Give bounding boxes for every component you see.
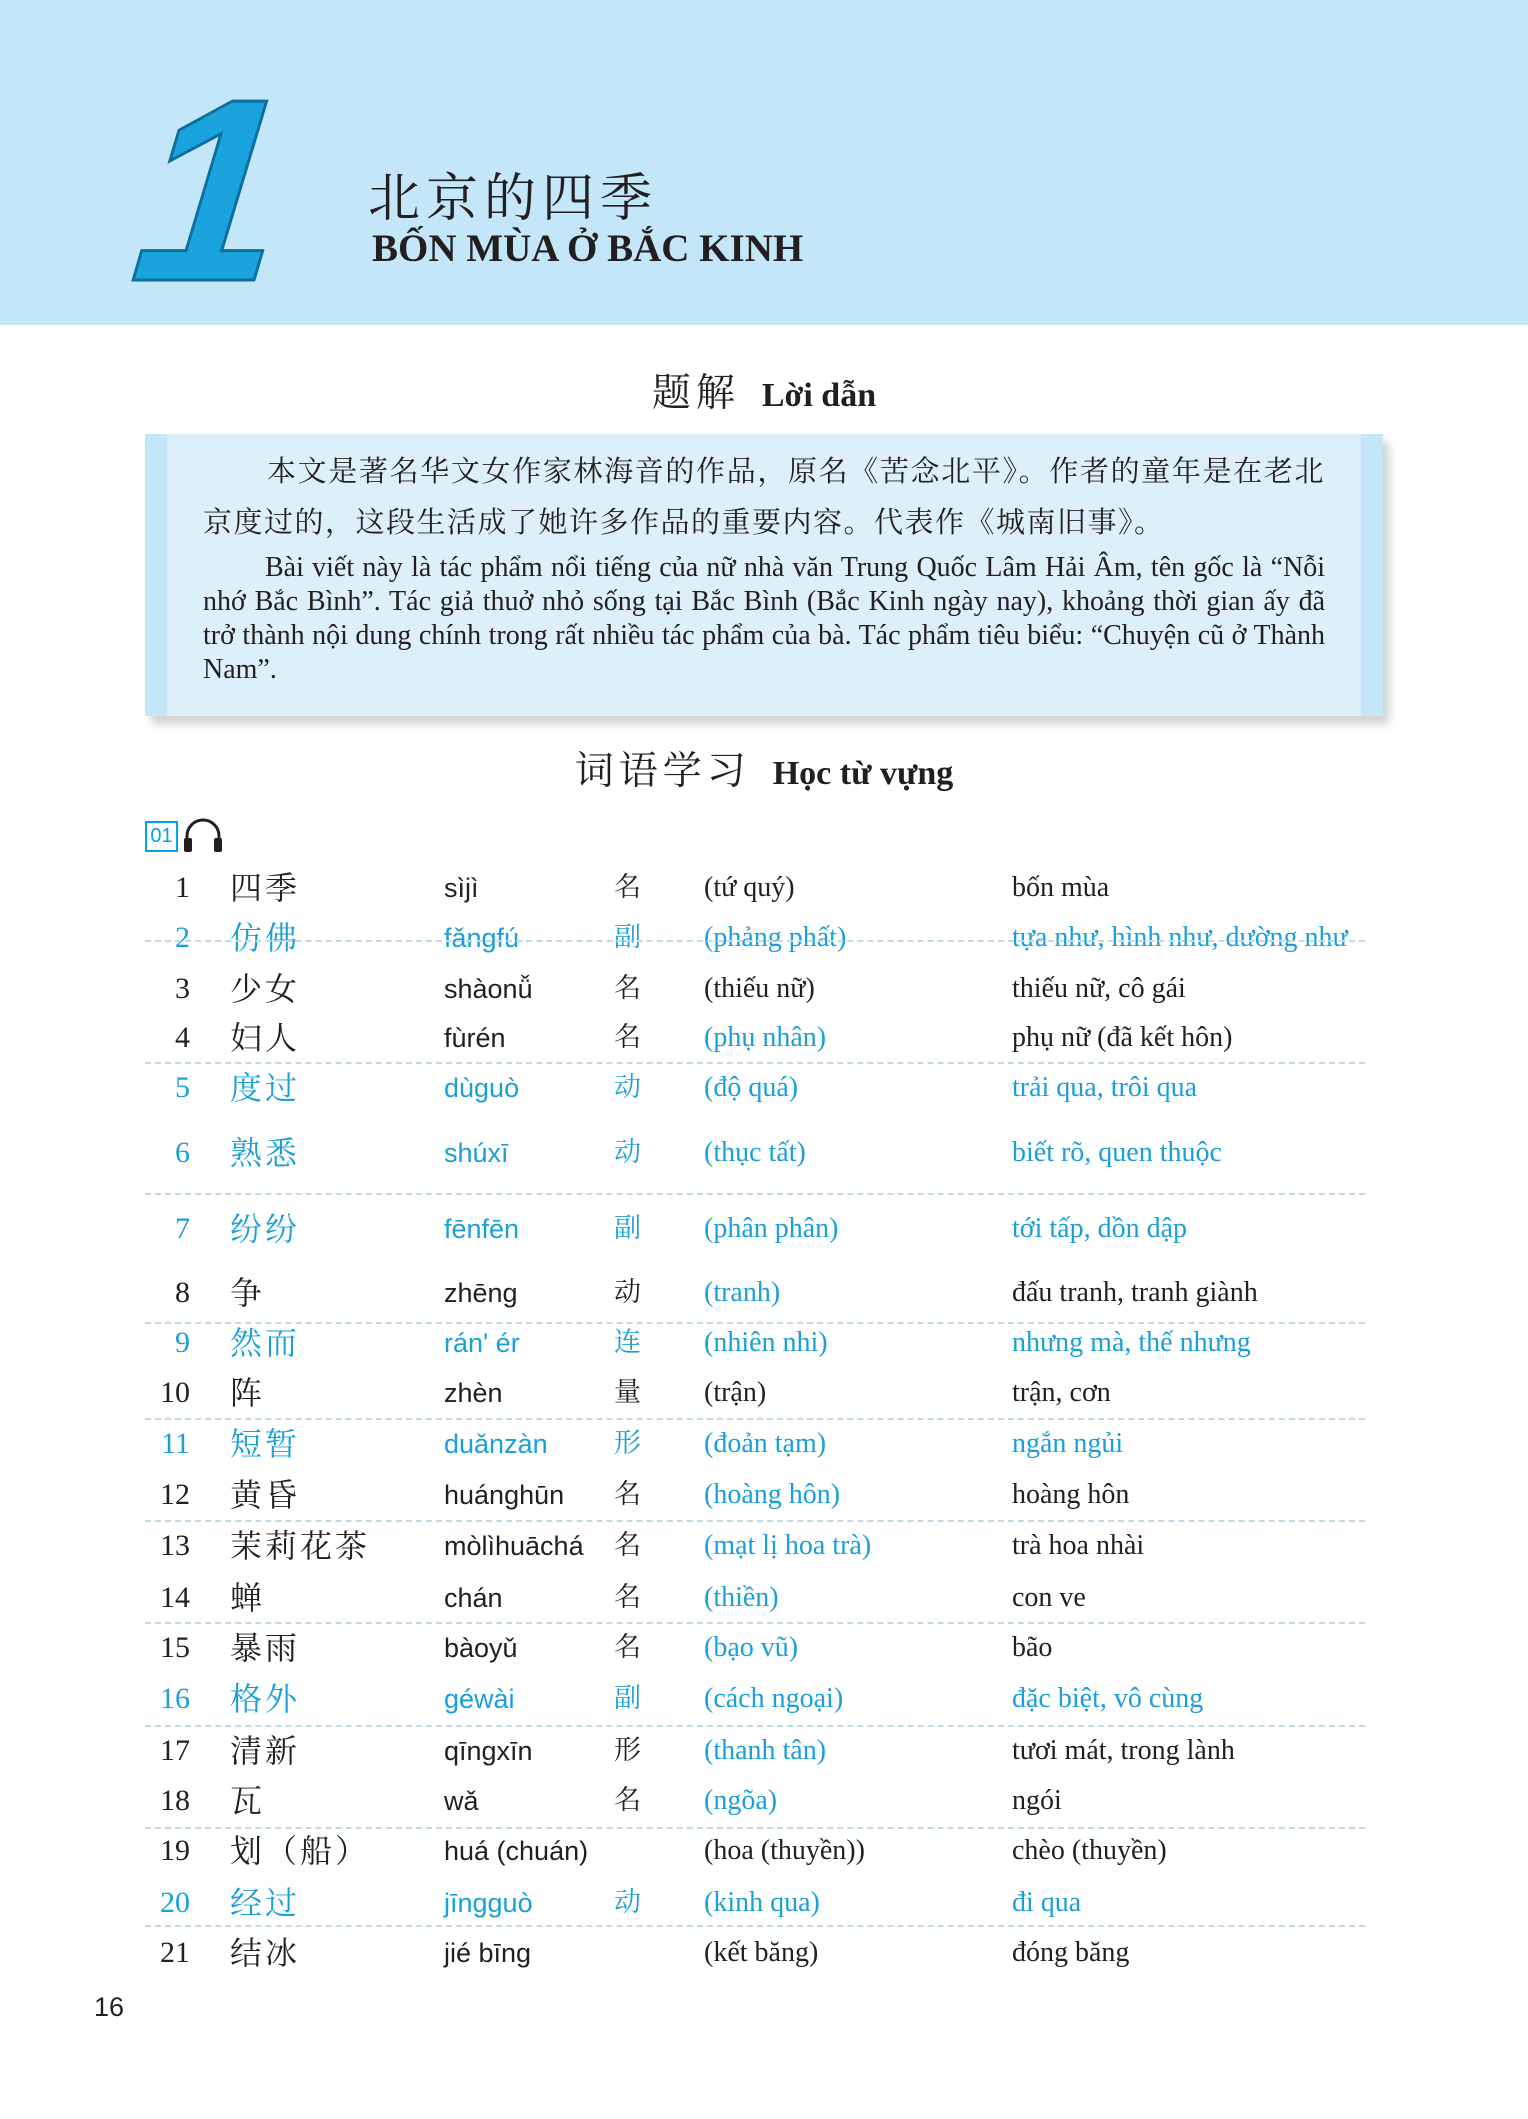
row-divider xyxy=(145,1925,1365,1927)
vocab-sino-vietnamese: (thiền) xyxy=(704,1582,779,1613)
vocab-number: 19 xyxy=(160,1834,190,1867)
vocab-number: 16 xyxy=(160,1682,190,1715)
vocab-part-of-speech: 名 xyxy=(614,1785,641,1816)
vocab-row xyxy=(0,1320,1528,1366)
vocab-number: 13 xyxy=(160,1529,190,1562)
vocab-part-of-speech: 形 xyxy=(614,1735,641,1766)
vocab-sino-vietnamese: (tranh) xyxy=(704,1277,781,1308)
vocab-pinyin: chán xyxy=(444,1583,503,1613)
intro-heading-zh: 题解 xyxy=(651,371,740,416)
vocab-meaning: đấu tranh, tranh giành xyxy=(1012,1277,1258,1308)
vocab-hanzi: 度过 xyxy=(230,1069,301,1107)
vocab-sino-vietnamese: (kinh qua) xyxy=(704,1887,820,1918)
vocab-meaning: tươi mát, trong lành xyxy=(1012,1735,1235,1766)
headphones-icon xyxy=(181,818,225,854)
vocab-hanzi: 熟悉 xyxy=(230,1134,301,1172)
vocab-part-of-speech: 名 xyxy=(614,1479,641,1510)
vocab-meaning: bốn mùa xyxy=(1012,872,1110,903)
row-divider xyxy=(145,1827,1365,1829)
vocab-pinyin: qīngxīn xyxy=(444,1736,533,1766)
vocab-hanzi: 结冰 xyxy=(230,1934,301,1972)
vocab-pinyin: jié bīng xyxy=(444,1938,532,1968)
row-divider xyxy=(145,1418,1365,1420)
vocab-number: 2 xyxy=(175,921,190,954)
vocab-hanzi: 格外 xyxy=(230,1680,301,1718)
vocab-row xyxy=(0,1930,1528,1976)
vocab-sino-vietnamese: (tứ quý) xyxy=(704,872,795,903)
vocab-hanzi: 划（船） xyxy=(230,1832,371,1870)
lesson-number-graphic xyxy=(123,45,299,336)
row-divider xyxy=(145,1622,1365,1624)
vocab-number: 11 xyxy=(161,1427,190,1460)
vocab-pinyin: sìjì xyxy=(444,873,479,903)
vocab-sino-vietnamese: (phảng phất) xyxy=(704,922,847,953)
vocab-number: 10 xyxy=(160,1376,190,1409)
vocab-part-of-speech: 动 xyxy=(614,1887,641,1918)
vocab-row xyxy=(0,1270,1528,1316)
vocab-pinyin: huánghūn xyxy=(444,1480,565,1510)
vocab-part-of-speech: 名 xyxy=(614,973,641,1004)
vocab-pinyin: wǎ xyxy=(444,1786,479,1816)
vocab-part-of-speech: 动 xyxy=(614,1277,641,1308)
vocab-part-of-speech: 形 xyxy=(614,1428,641,1459)
vocab-hanzi: 黄昏 xyxy=(230,1476,301,1514)
vocab-hanzi: 少女 xyxy=(230,970,301,1008)
vocab-hanzi: 经过 xyxy=(230,1884,301,1922)
vocab-part-of-speech: 副 xyxy=(614,1683,641,1714)
vocab-number: 12 xyxy=(160,1478,190,1511)
vocab-part-of-speech: 动 xyxy=(614,1137,641,1168)
vocab-sino-vietnamese: (thiếu nữ) xyxy=(704,973,815,1004)
vocab-hanzi: 茉莉花茶 xyxy=(230,1527,371,1565)
vocab-sino-vietnamese: (trận) xyxy=(704,1377,767,1408)
vocab-number: 1 xyxy=(175,871,190,904)
vocab-number: 8 xyxy=(175,1276,190,1309)
vocab-hanzi: 仿佛 xyxy=(230,919,301,957)
vocab-heading xyxy=(0,740,1528,796)
lesson-title-vi: BỐN MÙA Ở BẮC KINH xyxy=(372,227,804,270)
vocab-hanzi: 暴雨 xyxy=(230,1629,301,1667)
vocab-pinyin: fùrén xyxy=(444,1023,506,1053)
vocab-row xyxy=(0,915,1528,961)
vocab-meaning: thiếu nữ, cô gái xyxy=(1012,973,1186,1004)
vocab-part-of-speech: 连 xyxy=(614,1327,641,1358)
row-divider xyxy=(145,1193,1365,1195)
vocab-hanzi: 短暂 xyxy=(230,1425,301,1463)
vocab-number: 5 xyxy=(175,1071,190,1104)
vocab-pinyin: zhēng xyxy=(444,1278,518,1308)
vocab-row xyxy=(0,1575,1528,1621)
page-number: 16 xyxy=(94,1992,125,2022)
vocab-number: 21 xyxy=(160,1936,190,1969)
vocab-meaning: ngói xyxy=(1012,1785,1062,1816)
vocab-part-of-speech: 量 xyxy=(614,1377,641,1408)
vocab-meaning: chèo (thuyền) xyxy=(1012,1835,1167,1866)
row-divider xyxy=(145,1062,1365,1064)
row-divider xyxy=(145,940,1365,942)
vocab-meaning: con ve xyxy=(1012,1582,1086,1613)
vocab-heading-vi: Học từ vựng xyxy=(772,755,954,792)
intro-heading xyxy=(0,362,1528,418)
vocab-hanzi: 瓦 xyxy=(230,1782,266,1820)
vocab-pinyin: zhèn xyxy=(444,1378,503,1408)
intro-text-zh: 本文是著名华文女作家林海音的作品，原名《苦念北平》。作者的童年是在老北京度过的，这段生活成了她许多作品的重要内容。代表作《城南旧事》。 xyxy=(203,454,1325,539)
vocab-meaning: biết rõ, quen thuộc xyxy=(1012,1137,1222,1168)
vocab-part-of-speech: 名 xyxy=(614,872,641,903)
vocab-part-of-speech: 副 xyxy=(614,922,641,953)
vocab-row xyxy=(0,1421,1528,1467)
vocab-meaning: tới tấp, dồn dập xyxy=(1012,1213,1187,1244)
vocab-row xyxy=(0,966,1528,1012)
vocab-hanzi: 清新 xyxy=(230,1732,301,1770)
vocab-sino-vietnamese: (đoản tạm) xyxy=(704,1428,827,1459)
vocab-meaning: phụ nữ (đã kết hôn) xyxy=(1012,1022,1233,1053)
vocab-pinyin: bàoyǔ xyxy=(444,1633,518,1663)
vocab-hanzi: 然而 xyxy=(230,1324,301,1362)
vocab-part-of-speech: 副 xyxy=(614,1213,641,1244)
vocab-row xyxy=(0,1065,1528,1111)
vocab-part-of-speech: 名 xyxy=(614,1582,641,1613)
vocab-row xyxy=(0,1625,1528,1671)
vocab-meaning: tựa như, hình như, dường như xyxy=(1012,922,1348,953)
row-divider xyxy=(145,1520,1365,1522)
vocab-pinyin: fǎngfú xyxy=(444,923,520,953)
vocab-row xyxy=(0,1206,1528,1252)
vocab-sino-vietnamese: (độ quá) xyxy=(704,1072,799,1103)
vocab-meaning: nhưng mà, thế nhưng xyxy=(1012,1327,1251,1358)
vocab-sino-vietnamese: (phân phân) xyxy=(704,1213,839,1244)
vocab-sino-vietnamese: (kết băng) xyxy=(704,1937,819,1968)
vocab-row xyxy=(0,1880,1528,1926)
vocab-sino-vietnamese: (phụ nhân) xyxy=(704,1022,827,1053)
vocab-sino-vietnamese: (cách ngoại) xyxy=(704,1683,844,1714)
vocab-hanzi: 四季 xyxy=(230,869,301,907)
vocab-pinyin: jīngguò xyxy=(444,1888,533,1918)
vocab-number: 7 xyxy=(175,1212,190,1245)
vocab-pinyin: géwài xyxy=(444,1684,515,1714)
vocab-hanzi: 纷纷 xyxy=(230,1210,301,1248)
vocab-pinyin: dùguò xyxy=(444,1073,520,1103)
vocab-row xyxy=(0,1472,1528,1518)
row-divider xyxy=(145,1322,1365,1324)
vocab-hanzi: 妇人 xyxy=(230,1019,301,1057)
audio-track-number: 01 xyxy=(145,821,178,852)
vocab-number: 14 xyxy=(160,1581,190,1614)
vocab-sino-vietnamese: (hoa (thuyền)) xyxy=(704,1835,865,1866)
vocab-sino-vietnamese: (thục tất) xyxy=(704,1137,806,1168)
vocab-row xyxy=(0,1676,1528,1722)
vocab-row xyxy=(0,1778,1528,1824)
vocab-hanzi: 蝉 xyxy=(230,1579,266,1617)
vocab-sino-vietnamese: (mạt lị hoa trà) xyxy=(704,1530,872,1561)
vocab-meaning: bão xyxy=(1012,1632,1053,1663)
vocab-number: 6 xyxy=(175,1136,190,1169)
vocab-row xyxy=(0,1828,1528,1874)
vocab-row xyxy=(0,1728,1528,1774)
vocab-sino-vietnamese: (thanh tân) xyxy=(704,1735,827,1766)
vocab-pinyin: shúxī xyxy=(444,1138,509,1168)
vocab-sino-vietnamese: (ngõa) xyxy=(704,1785,778,1816)
vocab-sino-vietnamese: (nhiên nhi) xyxy=(704,1327,828,1358)
vocab-meaning: trải qua, trôi qua xyxy=(1012,1072,1198,1103)
vocab-sino-vietnamese: (hoàng hôn) xyxy=(704,1479,841,1510)
vocab-sino-vietnamese: (bạo vũ) xyxy=(704,1632,799,1663)
lesson-title-zh: 北京的四季 xyxy=(368,169,659,229)
vocab-part-of-speech: 名 xyxy=(614,1530,641,1561)
vocab-number: 20 xyxy=(160,1886,190,1919)
intro-heading-vi: Lời dẫn xyxy=(761,377,877,414)
vocab-pinyin: duǎnzàn xyxy=(444,1429,548,1459)
vocab-part-of-speech: 名 xyxy=(614,1632,641,1663)
vocab-meaning: trận, cơn xyxy=(1012,1377,1111,1408)
vocab-part-of-speech: 名 xyxy=(614,1022,641,1053)
vocab-row xyxy=(0,865,1528,911)
vocab-hanzi: 阵 xyxy=(230,1374,266,1412)
intro-text-vi: Bài viết này là tác phẩm nổi tiếng của nữ nhà văn Trung Quốc Lâm Hải Âm, tên gốc là “Nỗi nhớ Bắc Bình”. Tác giả thuở nhỏ sống tại Bắc Bình (Bắc Kinh ngày nay), khoảng thời gian ấy đã trở thành nội dung chính trong rất nhiều tác phẩm của bà. Tác phẩm tiêu biểu: “Chuyện cũ ở Thành Nam”. xyxy=(203,552,1325,685)
vocab-pinyin: fēnfēn xyxy=(444,1214,520,1244)
vocab-hanzi: 争 xyxy=(230,1274,266,1312)
row-divider xyxy=(145,1725,1365,1727)
vocab-row xyxy=(0,1130,1528,1176)
vocab-heading-zh: 词语学习 xyxy=(574,749,751,794)
vocab-number: 3 xyxy=(175,972,190,1005)
lesson-header-band xyxy=(0,0,1528,336)
vocab-number: 17 xyxy=(160,1734,190,1767)
vocab-pinyin: rán' ér xyxy=(444,1328,520,1358)
vocab-meaning: ngắn ngủi xyxy=(1012,1428,1124,1459)
vocab-meaning: đi qua xyxy=(1012,1887,1082,1918)
vocab-number: 18 xyxy=(160,1784,190,1817)
vocab-pinyin: mòlìhuāchá xyxy=(444,1531,584,1561)
lesson-number: 1 xyxy=(123,45,299,336)
vocab-meaning: trà hoa nhài xyxy=(1012,1530,1145,1561)
vocab-row xyxy=(0,1370,1528,1416)
vocab-part-of-speech: 动 xyxy=(614,1072,641,1103)
vocab-number: 15 xyxy=(160,1631,190,1664)
vocab-row xyxy=(0,1015,1528,1061)
vocab-pinyin: huá (chuán) xyxy=(444,1836,589,1866)
vocab-meaning: đóng băng xyxy=(1012,1937,1130,1968)
vocab-number: 9 xyxy=(175,1326,190,1359)
audio-track[interactable] xyxy=(145,818,225,854)
vocab-meaning: đặc biệt, vô cùng xyxy=(1012,1683,1204,1714)
vocab-meaning: hoàng hôn xyxy=(1012,1479,1130,1510)
vocab-number: 4 xyxy=(175,1021,190,1054)
vocab-pinyin: shàonǚ xyxy=(444,974,533,1004)
vocab-row xyxy=(0,1523,1528,1569)
